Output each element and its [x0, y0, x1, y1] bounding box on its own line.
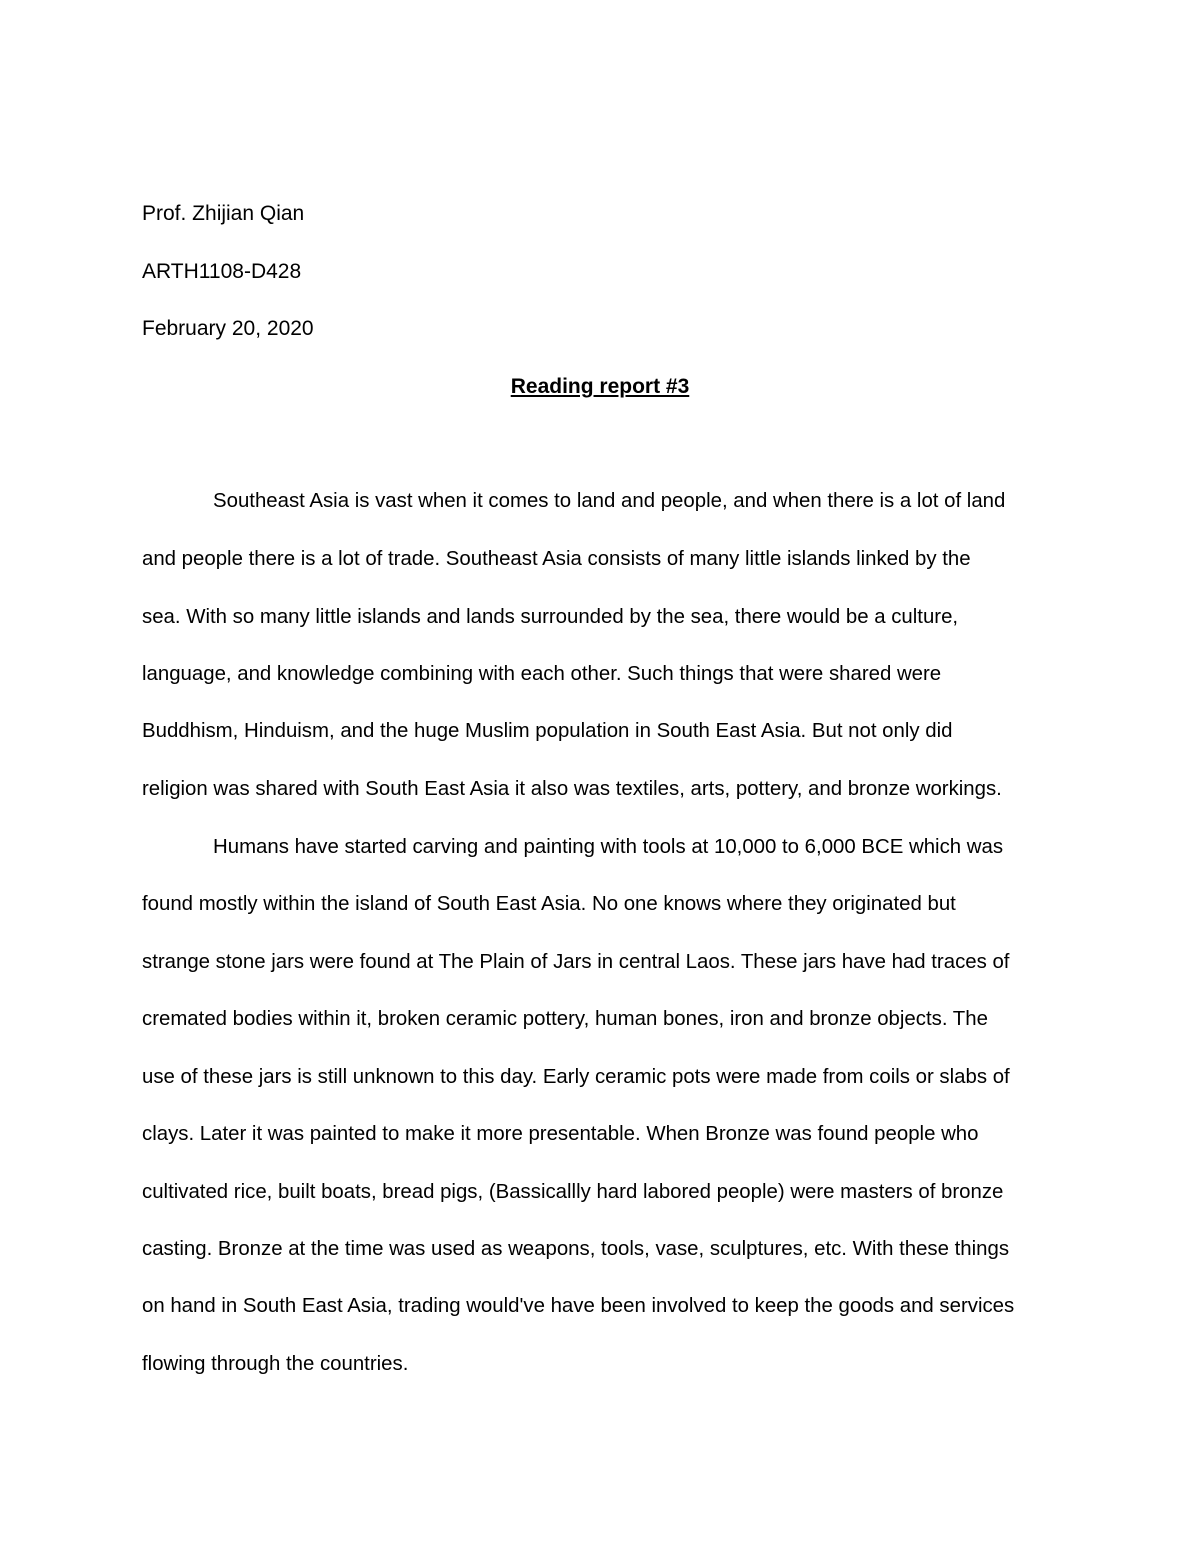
document-date: February 20, 2020	[142, 317, 314, 340]
paragraph-2-line-6: clays. Later it was painted to make it more presentable. When Bronze was found people who	[142, 1123, 979, 1145]
paragraph-2-line-3: strange stone jars were found at The Plain of Jars in central Laos. These jars have had traces of	[142, 951, 1010, 973]
paragraph-2-line-7: cultivated rice, built boats, bread pigs, (Bassicallly hard labored people) were masters of bronze	[142, 1181, 1004, 1203]
paragraph-2-line-9: on hand in South East Asia, trading would've have been involved to keep the goods and services	[142, 1295, 1015, 1317]
paragraph-2-line-4: cremated bodies within it, broken ceramic pottery, human bones, iron and bronze objects. The	[142, 1008, 988, 1030]
paragraph-1-line-4: language, and knowledge combining with each other. Such things that were shared were	[142, 663, 942, 685]
paragraph-1-line-1: Southeast Asia is vast when it comes to land and people, and when there is a lot of land	[213, 490, 1006, 512]
professor-name: Prof. Zhijian Qian	[142, 202, 305, 225]
course-code: ARTH1108-D428	[142, 260, 302, 283]
paragraph-2-line-1: Humans have started carving and painting with tools at 10,000 to 6,000 BCE which was	[213, 836, 1004, 858]
paragraph-1-line-3: sea. With so many little islands and lands surrounded by the sea, there would be a culture,	[142, 606, 959, 628]
paragraph-2-line-8: casting. Bronze at the time was used as weapons, tools, vase, sculptures, etc. With these things	[142, 1238, 1010, 1260]
paragraph-1-line-6: religion was shared with South East Asia it also was textiles, arts, pottery, and bronze workings.	[142, 778, 1002, 800]
paragraph-2-line-5: use of these jars is still unknown to this day. Early ceramic pots were made from coils or slabs of	[142, 1066, 1010, 1088]
report-title: Reading report #3	[510, 375, 690, 398]
paragraph-1-line-5: Buddhism, Hinduism, and the huge Muslim population in South East Asia. But not only did	[142, 720, 953, 742]
paragraph-1-line-2: and people there is a lot of trade. Southeast Asia consists of many little islands linked by the	[142, 548, 971, 570]
paragraph-2-line-2: found mostly within the island of South East Asia. No one knows where they originated but	[142, 893, 956, 915]
paragraph-2-line-10: flowing through the countries.	[142, 1353, 409, 1375]
